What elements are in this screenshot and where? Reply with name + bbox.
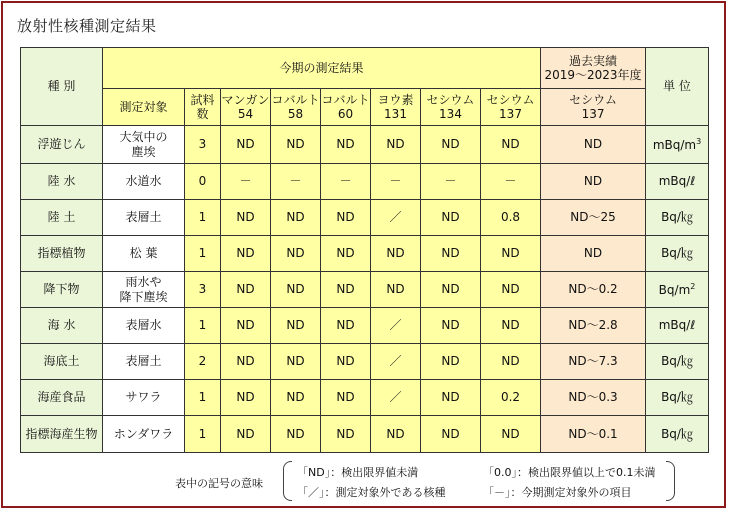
cell-unit [646,416,709,453]
header-target: 測定対象 [103,89,185,126]
cell-unit [646,272,709,308]
cell-co60: ND [321,308,371,344]
cell-sample-count: 3 [185,126,221,164]
cell-unit [646,126,709,164]
cell-co58: ND [271,272,321,308]
cell-co58: ND [271,236,321,272]
cell-type: 指標植物 [21,236,103,272]
legend-nd: 「ND」：検出限界値未満 [297,466,419,479]
cell-unit-base: Bq/㎏ [661,210,693,225]
table-row [21,164,709,200]
header-past-cs137 [541,89,646,126]
header-co58-name: コバルト [271,92,320,107]
cell-target-line1: 表層土 [125,354,162,369]
cell-target [103,272,185,308]
cell-cs134: ND [421,126,481,164]
cell-sample-count: 1 [185,416,221,453]
header-past-cs137-mass: 137 [581,107,605,121]
cell-mn54: ND [221,236,271,272]
cell-target [103,126,185,164]
cell-type: 降下物 [21,272,103,308]
cell-target [103,200,185,236]
header-mn54 [221,89,271,126]
cell-cs137: ND [481,126,541,164]
cell-unit-base: Bq/㎏ [661,246,693,261]
header-i131-name: ヨウ素 [377,92,414,107]
cell-cs137: 0.8 [481,200,541,236]
legend-dash: 「－」：今期測定対象外の項目 [483,486,632,499]
cell-target [103,344,185,380]
cell-past-cs137: ND～0.2 [541,272,646,308]
cell-co58: ND [271,200,321,236]
cell-cs137: ND [481,272,541,308]
table-row [21,380,709,416]
header-past-line2: 2019～2023年度 [544,68,642,82]
cell-i131: ND [371,272,421,308]
header-co58 [271,89,321,126]
cell-past-cs137: ND [541,236,646,272]
cell-co58: ND [271,416,321,453]
cell-co58: ND [271,380,321,416]
header-samples [185,89,221,126]
table-row [21,308,709,344]
cell-cs134: ND [421,272,481,308]
cell-unit-exponent: 3 [696,136,702,146]
cell-i131: ／ [371,380,421,416]
cell-cs134: ND [421,308,481,344]
cell-sample-count: 3 [185,272,221,308]
cell-cs137: ND [481,344,541,380]
header-cs137 [481,89,541,126]
cell-sample-count: 1 [185,380,221,416]
cell-co60: ND [321,272,371,308]
cell-type: 浮遊じん [21,126,103,164]
header-i131 [371,89,421,126]
cell-mn54: ND [221,380,271,416]
cell-co58: － [271,164,321,200]
legend-value: 「0.0」：検出限界値以上で0.1未満 [483,466,656,479]
cell-co60: ND [321,236,371,272]
cell-past-cs137: ND～7.3 [541,344,646,380]
cell-target-line1: 水道水 [125,174,162,189]
cell-target-line1: サワラ [125,390,162,405]
cell-unit [646,344,709,380]
table-row [21,200,709,236]
cell-unit-base: mBq/ℓ [658,318,696,333]
results-table-body [21,48,709,453]
header-type: 種 別 [21,48,103,126]
cell-unit [646,380,709,416]
cell-mn54: ND [221,344,271,380]
cell-unit-base: Bq/m [658,282,691,297]
table-row [21,344,709,380]
cell-target-line2: 塵埃 [131,144,156,159]
cell-i131: ND [371,236,421,272]
cell-unit-base: Bq/㎏ [661,354,693,369]
cell-past-cs137: ND～0.1 [541,416,646,453]
header-unit: 単 位 [646,48,709,126]
cell-target-line1: 大気中の [119,130,168,145]
cell-target-line1: 表層水 [125,318,162,333]
cell-target-line1: 雨水や [125,275,162,290]
cell-mn54: ND [221,126,271,164]
header-co60-mass: 60 [337,107,354,121]
cell-cs134: － [421,164,481,200]
cell-cs134: ND [421,236,481,272]
header-row-2 [21,89,709,126]
cell-past-cs137: ND [541,126,646,164]
cell-type: 海産食品 [21,380,103,416]
cell-unit-base: mBq/ℓ [658,174,696,189]
header-cs137-mass: 137 [499,107,522,121]
cell-sample-count: 1 [185,236,221,272]
cell-target-line1: ホンダワラ [113,426,174,441]
cell-unit-base: Bq/㎏ [661,390,693,405]
page-title: 放射性核種測定結果 [17,17,157,35]
header-co60 [321,89,371,126]
legend-slash: 「／」：測定対象外である核種 [297,486,446,499]
cell-cs137: ND [481,236,541,272]
cell-mn54: ND [221,272,271,308]
cell-co60: ND [321,126,371,164]
header-period: 今期の測定結果 [103,48,541,89]
header-cs134-name: セシウム [426,92,475,107]
cell-type: 陸 水 [21,164,103,200]
header-past-line1: 過去実績 [569,53,618,68]
header-row-1 [21,48,709,89]
header-cs134-mass: 134 [439,107,462,121]
header-cs137-name: セシウム [486,92,535,107]
header-co58-mass: 58 [287,107,304,121]
table-row [21,126,709,164]
cell-i131: ND [371,416,421,453]
cell-mn54: ND [221,200,271,236]
cell-co58: ND [271,126,321,164]
cell-mn54: ND [221,416,271,453]
cell-mn54: － [221,164,271,200]
cell-i131: ／ [371,308,421,344]
header-samples-line1: 試料 [190,92,215,107]
cell-cs137: 0.2 [481,380,541,416]
legend-label: 表中の記号の意味 [175,477,263,490]
cell-cs137: ND [481,416,541,453]
cell-co60: ND [321,200,371,236]
cell-unit [646,308,709,344]
cell-i131: ／ [371,200,421,236]
cell-co60: ND [321,380,371,416]
cell-co58: ND [271,344,321,380]
header-past-cs137-name: セシウム [569,92,617,107]
cell-sample-count: 0 [185,164,221,200]
cell-past-cs137: ND～0.3 [541,380,646,416]
cell-type: 海底土 [21,344,103,380]
cell-co60: ND [321,344,371,380]
header-i131-mass: 131 [384,107,407,121]
table-row [21,272,709,308]
cell-cs134: ND [421,380,481,416]
cell-target-line1: 松 葉 [129,246,158,261]
cell-unit-exponent: 2 [690,281,696,291]
table-row [21,236,709,272]
header-co60-name: コバルト [321,92,370,107]
cell-i131: ND [371,126,421,164]
header-mn54-name: マンガン [221,92,270,107]
cell-past-cs137: ND～2.8 [541,308,646,344]
cell-unit-base: Bq/㎏ [661,426,693,441]
cell-type: 陸 土 [21,200,103,236]
cell-target [103,416,185,453]
cell-unit [646,200,709,236]
cell-i131: － [371,164,421,200]
cell-co60: － [321,164,371,200]
cell-cs134: ND [421,200,481,236]
cell-type: 海 水 [21,308,103,344]
cell-target [103,164,185,200]
cell-unit [646,164,709,200]
cell-co58: ND [271,308,321,344]
cell-target-line1: 表層土 [125,210,162,225]
cell-sample-count: 2 [185,344,221,380]
header-samples-line2: 数 [196,107,209,121]
header-mn54-mass: 54 [237,107,254,121]
cell-i131: ／ [371,344,421,380]
header-cs134 [421,89,481,126]
cell-unit-base: mBq/m [652,137,697,152]
cell-target-line2: 降下塵埃 [119,289,168,304]
cell-cs134: ND [421,344,481,380]
cell-type: 指標海産生物 [21,416,103,453]
legend-bracket-left [283,461,292,501]
legend-bracket-right [666,461,675,501]
header-past [541,48,646,89]
cell-cs134: ND [421,416,481,453]
cell-cs137: ND [481,308,541,344]
cell-mn54: ND [221,308,271,344]
legend-box [283,461,675,501]
cell-past-cs137: ND～25 [541,200,646,236]
cell-sample-count: 1 [185,308,221,344]
cell-cs137: － [481,164,541,200]
cell-unit [646,236,709,272]
cell-co60: ND [321,416,371,453]
cell-target [103,236,185,272]
cell-target [103,308,185,344]
cell-target [103,380,185,416]
table-row [21,416,709,453]
results-table [20,47,709,453]
cell-past-cs137: ND [541,164,646,200]
cell-sample-count: 1 [185,200,221,236]
